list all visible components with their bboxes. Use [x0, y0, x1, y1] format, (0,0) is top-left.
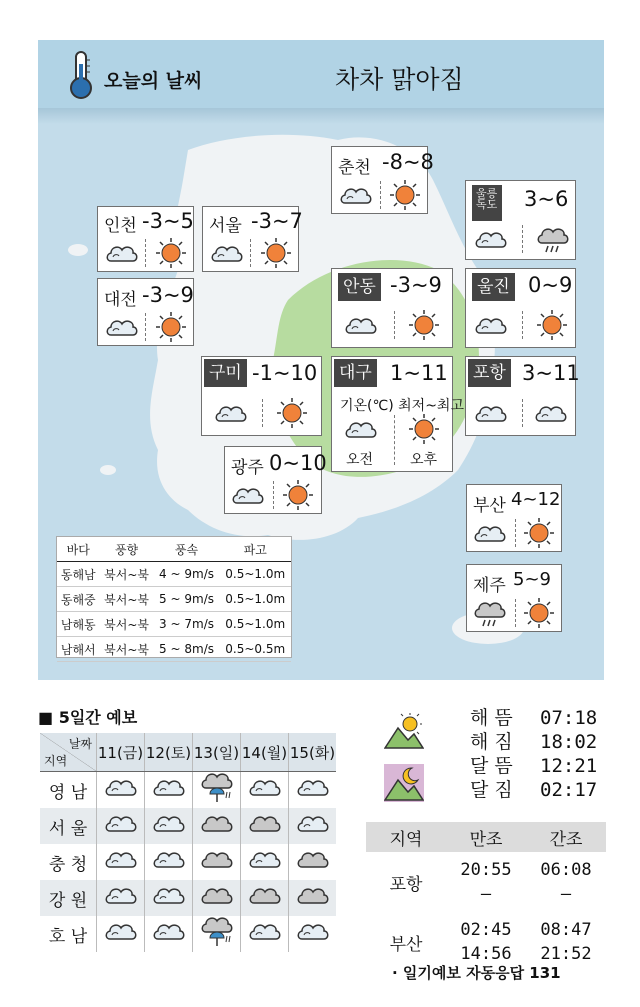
cloud-icon: [104, 881, 138, 911]
cell: 3 ~ 7m/s: [154, 612, 220, 637]
cloud-icon: [104, 845, 138, 875]
gray-cloud-icon: [200, 845, 234, 875]
table-row: [40, 844, 336, 880]
date-header: 14(월): [241, 733, 289, 772]
cloud-rain-icon: [536, 223, 570, 255]
cloud-icon: [296, 917, 330, 947]
cell: 5 ~ 8m/s: [154, 637, 220, 662]
col-header: 지역: [366, 822, 446, 852]
sun-icon: [276, 397, 308, 429]
divider: [380, 181, 381, 209]
cell: 남해동: [57, 612, 100, 637]
city-card-busan[interactable]: [466, 484, 562, 552]
cloud-icon: [344, 311, 378, 341]
cloud-icon: [296, 809, 330, 839]
cloud-icon: [474, 311, 508, 341]
cloud-icon: [152, 773, 186, 803]
weather-summary: 차차 맑아짐: [335, 65, 464, 94]
divider: [145, 239, 146, 267]
date-header: 15(화): [289, 733, 337, 772]
cell: 0.5~1.0m: [219, 612, 291, 637]
col-header: 바다: [57, 537, 100, 562]
moonrise-icon: [384, 764, 424, 802]
cell: 북서~북: [100, 637, 154, 662]
col-header: 풍속: [154, 537, 220, 562]
temp-range: 0~9: [528, 273, 573, 297]
moonset-label: 달 짐: [470, 779, 513, 801]
high-tide-time: 20:55: [460, 860, 512, 880]
table-row: [40, 916, 336, 952]
sun-icon: [260, 237, 292, 269]
sunrise-time: 07:18: [540, 707, 598, 729]
corner-header: [40, 733, 97, 772]
high-tide-time: –: [480, 884, 492, 904]
col-header: 만조: [446, 822, 526, 852]
date-corner-label: 날짜: [68, 737, 92, 751]
table-row: [57, 637, 291, 662]
col-header: 간조: [526, 822, 606, 852]
city-name: 춘천: [338, 158, 371, 178]
temp-legend: 기온(℃) 최저~최고: [340, 398, 464, 414]
cell: 동해중: [57, 587, 100, 612]
city-name: 제주: [473, 576, 506, 596]
cloud-icon: [248, 917, 282, 947]
cloud-icon: [152, 809, 186, 839]
date-header: 13(일): [193, 733, 241, 772]
gray-cloud-icon: [296, 881, 330, 911]
table-row: [57, 562, 291, 587]
region-label: 부산: [389, 934, 423, 955]
cell: 4 ~ 9m/s: [154, 562, 220, 587]
temp-range: 3~6: [524, 187, 569, 211]
city-card-daegu[interactable]: [331, 356, 464, 472]
sun-icon: [523, 517, 555, 549]
sea-conditions-table: [56, 536, 292, 658]
table-row: [40, 808, 336, 844]
cloud-icon: [152, 881, 186, 911]
gray-cloud-icon: [248, 881, 282, 911]
city-card-seoul[interactable]: [202, 206, 303, 272]
divider: [145, 313, 146, 341]
sun-icon: [389, 179, 421, 211]
table-row: [366, 852, 606, 912]
region-label: 포항: [389, 874, 423, 895]
city-name: 광주: [231, 458, 264, 478]
region-label: 영 남: [40, 772, 97, 809]
city-name: 안동: [338, 273, 381, 301]
divider: [250, 239, 251, 267]
cloud-icon: [231, 481, 265, 511]
region-label: 서 울: [40, 808, 97, 844]
city-card-uljin[interactable]: [465, 268, 576, 348]
moonrise-label: 달 뜸: [470, 755, 513, 777]
cloud-icon: [105, 313, 139, 343]
sun-icon: [155, 237, 187, 269]
cloud-icon: [210, 239, 244, 269]
page-title: 오늘의 날씨: [104, 70, 203, 92]
sun-icon: [282, 479, 314, 511]
divider: [515, 599, 516, 627]
temp-range: -1~10: [252, 361, 318, 385]
city-card-pohang[interactable]: [465, 356, 580, 436]
cloud-icon: [248, 773, 282, 803]
sunrise-icon: [384, 712, 424, 750]
region-label: 강 원: [40, 880, 97, 916]
sunset-label: 해 짐: [470, 731, 513, 753]
temp-range: -3~5: [142, 209, 194, 233]
footer-hotline: · 일기예보 자동응답 131: [392, 964, 561, 982]
cloud-icon: [344, 415, 378, 445]
city-name: 대구: [334, 359, 377, 387]
rain-umbrella-icon: [200, 916, 234, 948]
city-name: 대전: [104, 290, 137, 310]
cloud-icon: [474, 399, 508, 429]
city-card-jeju[interactable]: [466, 564, 562, 632]
divider: [394, 311, 395, 339]
cloud-icon: [104, 773, 138, 803]
forecast-table: [40, 733, 336, 952]
low-tide-time: –: [560, 884, 572, 904]
gray-cloud-icon: [200, 809, 234, 839]
high-tide-time: 02:45: [460, 920, 512, 940]
rain-umbrella-icon: [200, 772, 234, 804]
city-name: 구미: [204, 359, 247, 387]
gray-cloud-icon: [200, 881, 234, 911]
sun-icon: [523, 597, 555, 629]
divider: [394, 415, 395, 465]
cloud-icon: [214, 399, 248, 429]
moonrise-time: 12:21: [540, 755, 598, 777]
cell: 북서~북: [100, 587, 154, 612]
cell: 0.5~1.0m: [219, 587, 291, 612]
divider: [522, 399, 523, 427]
cloud-rain-icon: [473, 597, 507, 629]
gray-cloud-icon: [248, 809, 282, 839]
cell: 동해남: [57, 562, 100, 587]
cell: 5 ~ 9m/s: [154, 587, 220, 612]
pm-label: 오후: [410, 452, 438, 468]
forecast-title: ■ 5일간 예보: [38, 708, 138, 727]
table-row: [40, 880, 336, 916]
cloud-icon: [104, 809, 138, 839]
temp-range: -3~9: [142, 283, 194, 307]
city-name: 울릉독도: [472, 185, 502, 221]
divider: [262, 399, 263, 427]
low-tide-time: 08:47: [540, 920, 592, 940]
cell: 남해서: [57, 637, 100, 662]
city-card-incheon[interactable]: [97, 206, 194, 272]
high-tide-time: 14:56: [460, 944, 512, 964]
am-label: 오전: [346, 452, 374, 468]
city-card-chuncheon[interactable]: [331, 146, 434, 214]
city-card-andong[interactable]: [331, 268, 453, 348]
region-label: 호 남: [40, 916, 97, 952]
city-name: 부산: [473, 496, 506, 516]
city-name: 포항: [468, 359, 511, 387]
divider: [273, 481, 274, 509]
cloud-icon: [296, 773, 330, 803]
city-name: 인천: [104, 216, 137, 236]
cell: 0.5~1.0m: [219, 562, 291, 587]
cloud-icon: [152, 845, 186, 875]
table-row: [57, 612, 291, 637]
cloud-icon: [474, 225, 508, 255]
city-card-ulleung[interactable]: [465, 180, 576, 260]
divider: [515, 519, 516, 547]
city-name: 서울: [209, 216, 242, 236]
header-shadow: [38, 108, 604, 124]
region-label: 충 청: [40, 844, 97, 880]
tide-table: [366, 822, 606, 972]
moonset-time: 02:17: [540, 779, 598, 801]
sun-icon: [408, 413, 440, 445]
col-header: 풍향: [100, 537, 154, 562]
cloud-icon: [104, 917, 138, 947]
temp-range: 4~12: [511, 489, 561, 510]
cloud-icon: [534, 399, 568, 429]
city-card-gwangju[interactable]: [224, 446, 327, 514]
temp-range: 3~11: [522, 361, 580, 385]
cloud-icon: [152, 917, 186, 947]
city-card-gumi[interactable]: [201, 356, 322, 436]
sun-moon-times: [540, 706, 597, 802]
gray-cloud-icon: [296, 845, 330, 875]
temp-range: 0~10: [269, 451, 327, 475]
sunrise-label: 해 뜸: [470, 707, 513, 729]
cloud-icon: [473, 519, 507, 549]
date-header: 11(금): [97, 733, 145, 772]
col-header: 파고: [219, 537, 291, 562]
region-corner-label: 지역: [44, 754, 68, 768]
cell: 0.5~0.5m: [219, 637, 291, 662]
cloud-icon: [339, 181, 373, 211]
temp-range: -3~9: [390, 273, 442, 297]
temp-range: 5~9: [513, 569, 551, 590]
sun-icon: [536, 309, 568, 341]
cell: 북서~북: [100, 612, 154, 637]
city-name: 울진: [472, 273, 515, 301]
cell: 북서~북: [100, 562, 154, 587]
temp-range: -3~7: [251, 209, 303, 233]
divider: [522, 225, 523, 253]
cloud-icon: [248, 845, 282, 875]
low-tide-time: 06:08: [540, 860, 592, 880]
date-header: 12(토): [145, 733, 193, 772]
cloud-icon: [105, 239, 139, 269]
temp-range: -8~8: [382, 150, 434, 174]
city-card-daejeon[interactable]: [97, 278, 194, 346]
divider: [522, 311, 523, 339]
sun-icon: [155, 311, 187, 343]
thermometer-icon: [68, 50, 94, 100]
sun-icon: [408, 309, 440, 341]
table-row: [40, 772, 336, 809]
sun-moon-labels: [470, 706, 513, 802]
table-row: [57, 587, 291, 612]
low-tide-time: 21:52: [540, 944, 592, 964]
temp-range: 1~11: [390, 361, 448, 385]
sunset-time: 18:02: [540, 731, 598, 753]
